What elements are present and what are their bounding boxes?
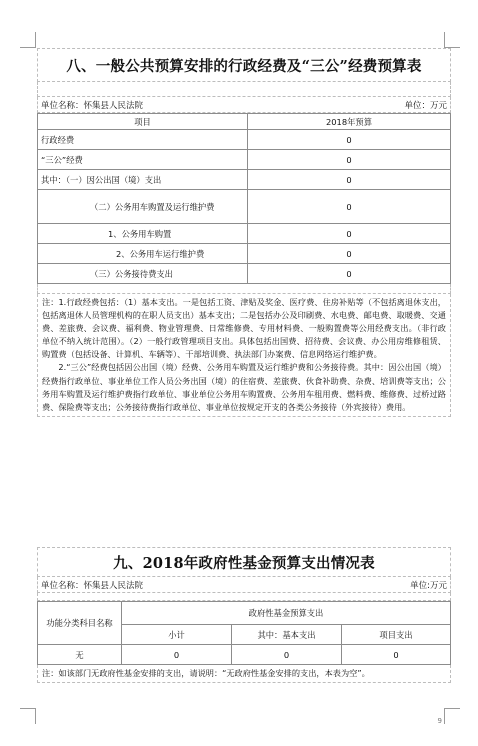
row-label: （三）公务接待费支出 bbox=[38, 264, 248, 284]
header-budget: 2018年预算 bbox=[248, 114, 451, 130]
row-value: 0 bbox=[248, 224, 451, 244]
section-9-note bbox=[37, 665, 451, 683]
header-function-category: 功能分类科目名称 bbox=[38, 602, 122, 645]
header-basic-expense: 其中：基本支出 bbox=[232, 625, 342, 645]
crop-mark-top-left bbox=[20, 32, 36, 48]
section-8-unit-row bbox=[37, 97, 451, 113]
row-value: 0 bbox=[342, 645, 451, 665]
section-8-notes bbox=[37, 294, 451, 417]
row-label: 1、公务用车购置 bbox=[38, 224, 248, 244]
table-header-row bbox=[38, 602, 451, 625]
row-label: “三公”经费 bbox=[38, 150, 248, 170]
section-8-title-frame bbox=[37, 48, 451, 82]
unit-name: 单位名称：怀集县人民法院 bbox=[41, 100, 144, 111]
table-row bbox=[38, 130, 451, 150]
table-row bbox=[38, 150, 451, 170]
unit-label: 单位：万元 bbox=[404, 100, 447, 111]
table-row bbox=[38, 264, 451, 284]
admin-expense-table bbox=[37, 113, 451, 284]
row-label: （二）公务用车购置及运行维护费 bbox=[38, 190, 248, 224]
row-label: 其中：（一）因公出国（境）支出 bbox=[38, 170, 248, 190]
unit-name: 单位名称：怀集县人民法院 bbox=[41, 580, 144, 591]
note-paragraph: 注：如该部门无政府性基金安排的支出，请说明：“无政府性基金安排的支出，本表为空”。 bbox=[42, 668, 370, 678]
header-item: 项目 bbox=[38, 114, 248, 130]
row-value: 0 bbox=[248, 244, 451, 264]
section-9-title-frame bbox=[37, 547, 451, 577]
section-9 bbox=[37, 547, 451, 683]
crop-mark-top-right bbox=[444, 32, 460, 48]
header-project-expense: 项目支出 bbox=[342, 625, 451, 645]
row-value: 0 bbox=[248, 130, 451, 150]
section-9-gap bbox=[37, 593, 451, 601]
row-value: 0 bbox=[232, 645, 342, 665]
table-row bbox=[38, 190, 451, 224]
row-label: 行政经费 bbox=[38, 130, 248, 150]
crop-mark-bottom-right bbox=[444, 708, 460, 724]
gov-fund-table bbox=[37, 601, 451, 665]
header-fund-expense: 政府性基金预算支出 bbox=[122, 602, 451, 625]
note-paragraph-2: 2.“三公”经费包括因公出国（境）经费、公务用车购置及运行维护费和公务接待费。其中：因公出国（境）经费指行政单位、事业单位工作人员公务出国（境）的住宿费、差旅费、伙食补助费、杂费、培训费等支出；公务用车购置及运行维护费指行政单位、事业单位公务用车购置费、公务用车租用费、燃料费、维修费、过桥过路费、保险费等支出；公务接待费指行政单位、事业单位按规定开支的各类公务接待（外宾接待）费用。 bbox=[42, 362, 446, 412]
table-row bbox=[38, 170, 451, 190]
table-row bbox=[38, 224, 451, 244]
row-label: 无 bbox=[38, 645, 122, 665]
table-row bbox=[38, 244, 451, 264]
table-header-row bbox=[38, 114, 451, 130]
row-value: 0 bbox=[248, 264, 451, 284]
crop-mark-bottom-left bbox=[20, 708, 36, 724]
row-value: 0 bbox=[248, 150, 451, 170]
section-8-gap bbox=[37, 284, 451, 294]
unit-label: 单位:万元 bbox=[410, 580, 447, 591]
row-value: 0 bbox=[248, 170, 451, 190]
page-number: 9 bbox=[437, 717, 442, 725]
section-8-title: 八、一般公共预算安排的行政经费及“三公”经费预算表 bbox=[66, 57, 422, 75]
section-9-unit-row bbox=[37, 577, 451, 593]
section-9-title: 九、2018年政府性基金预算支出情况表 bbox=[113, 554, 375, 572]
row-value: 0 bbox=[248, 190, 451, 224]
header-subtotal: 小计 bbox=[122, 625, 232, 645]
row-value: 0 bbox=[122, 645, 232, 665]
section-8-spacer bbox=[37, 82, 451, 97]
row-label: 2、公务用车运行维护费 bbox=[38, 244, 248, 264]
section-8 bbox=[37, 48, 451, 417]
table-row bbox=[38, 645, 451, 665]
note-paragraph-1: 注：1.行政经费包括：（1）基本支出。一是包括工资、津贴及奖金、医疗费、住房补贴等（不包括离退休支出，包括离退休人员管理机构的在职人员支出）基本支出；二是包括办公及印刷费、水电费、邮电费、取暖费、交通费、差旅费、会议费、福利费、物业管理费、日常维修费、专用材料费、一般购置费等公用经费支出。（非行政单位不纳入统计范围）。（2）一般行政管理项目支出。具体包括出国费、招待费、会议费、办公用房维修租赁、购置费（包括设备、计算机、车辆等）、干部培训费、执法部门办案费、信息网络运行维护费。 bbox=[42, 297, 446, 360]
